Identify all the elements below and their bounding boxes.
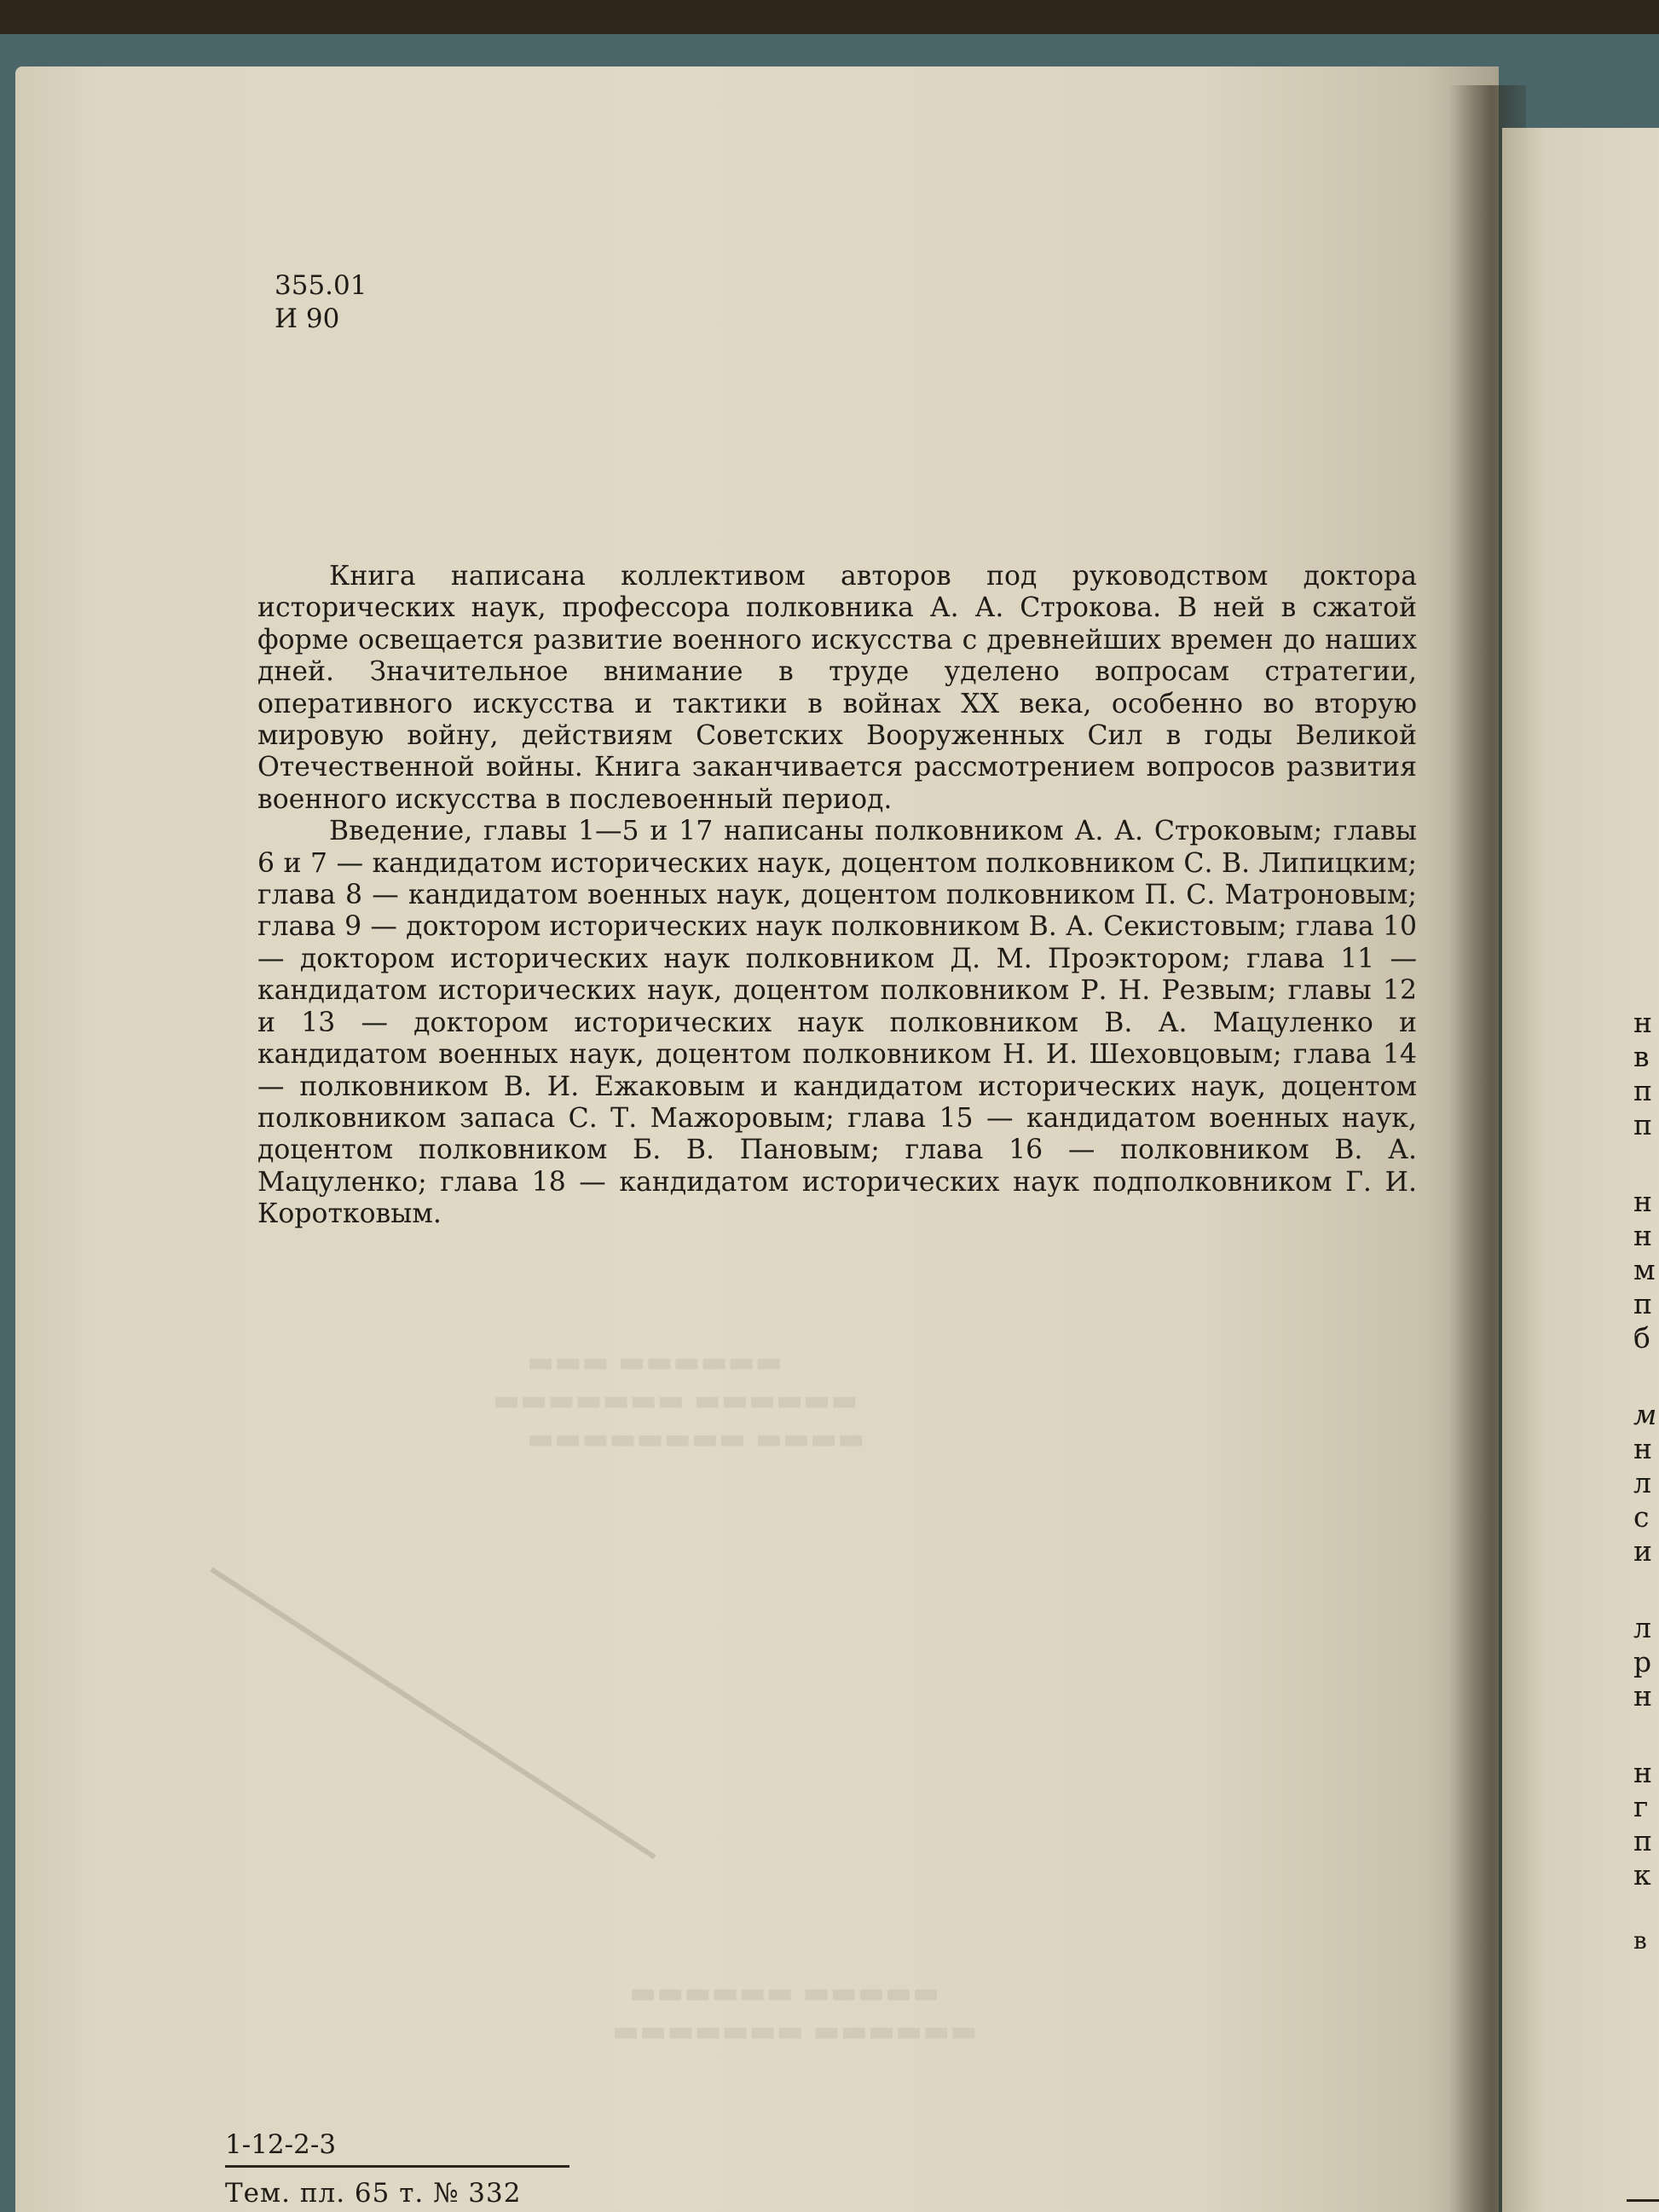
imprint-code: 1-12-2-3 <box>225 2129 337 2160</box>
right-page-text: п <box>1633 1287 1652 1320</box>
right-page-text: н <box>1633 1219 1652 1252</box>
show-through-text: ▬▬▬▬▬▬▬ ▬▬▬▬▬▬ <box>612 2014 978 2048</box>
annotation-paragraph-summary: Книга написана коллективом авторов под руководством доктора исторических наук, профессора полковника А. А. Строкова. В ней в сжатой форме освещается развитие военного искусства с древнейших времен до наших дней. Значительное внимание в труде уделено вопросам стратегии, оперативного искусства и тактики в войнах XX века, особенно во вторую мировую войну, действиям Советских Вооруженных Сил в годы Великой Отечественной войны. Книга заканчивается рассмотрением вопросов развития военного искусства в послевоенный период. <box>257 561 1417 815</box>
udc-code: 355.01 <box>275 270 367 301</box>
imprint <box>225 2128 569 2210</box>
right-page-text: н <box>1633 1679 1652 1712</box>
right-page-text: в <box>1633 1926 1647 1955</box>
annotation-paragraph-authors: Введение, главы 1—5 и 17 написаны полковником А. А. Строковым; главы 6 и 7 — кандидатом исторических наук, доцентом полковником С. В. Липицким; глава 8 — кандидатом военных наук, доцентом полковником П. С. Матроновым; глава 9 — доктором исторических наук полковником В. А. Секистовым; глава 10 — доктором исторических наук полковником Д. М. Проэктором; глава 11 — кандидатом исторических наук, доцентом полковником Р. Н. Резвым; главы 12 и 13 — доктором исторических наук полковником В. А. Мацуленко и кандидатом военных наук, доцентом полковником Н. И. Шеховцовым; глава 14 — полковником В. И. Ежаковым и кандидатом исторических наук, доцентом полковником запаса С. Т. Мажоровым; глава 15 — кандидатом военных наук, доцентом полковником Б. В. Пановым; глава 16 — полковником В. А. Мацуленко; глава 18 — кандидатом исторических наук подполковником Г. И. Коротковым. <box>257 816 1417 1230</box>
right-page-text: п <box>1633 1108 1652 1141</box>
right-page-text: с <box>1633 1500 1650 1533</box>
right-page-text: и <box>1633 1534 1652 1568</box>
right-page-text: п <box>1633 1824 1652 1857</box>
right-page-text: в <box>1633 1040 1650 1073</box>
show-through-text: ▬▬▬▬▬▬ ▬▬▬▬▬ <box>629 1976 940 2010</box>
annotation-text <box>257 561 1417 1231</box>
right-page-text: л <box>1633 1466 1651 1499</box>
show-through-text: ▬▬▬▬▬▬▬▬ ▬▬▬▬ <box>527 1422 865 1456</box>
right-page-text: б <box>1633 1321 1650 1354</box>
imprint-plan: Тем. пл. 65 т. № 332 <box>225 2178 522 2209</box>
right-page <box>1502 128 1659 2212</box>
page-crease <box>210 1567 656 1859</box>
right-page-text: м <box>1633 1253 1656 1286</box>
show-through-text: ▬▬▬▬▬▬▬ ▬▬▬▬▬▬ <box>493 1383 858 1418</box>
right-page-text: н <box>1633 1756 1652 1789</box>
right-page-text: л <box>1633 1611 1651 1644</box>
catalog-index <box>275 269 367 336</box>
right-page-text: к <box>1633 1858 1651 1891</box>
right-page-text: м <box>1633 1398 1657 1431</box>
right-page-rule <box>1627 2199 1659 2202</box>
show-through-text: ▬▬▬ ▬▬▬▬▬▬ <box>527 1345 783 1379</box>
right-page-text: г <box>1633 1790 1649 1823</box>
imprint-rule <box>225 2165 569 2168</box>
right-page-text: н <box>1633 1006 1652 1039</box>
right-page-text: р <box>1633 1645 1652 1678</box>
right-page-text: н <box>1633 1432 1652 1465</box>
left-page <box>15 66 1499 2212</box>
author-index: И 90 <box>275 303 340 334</box>
right-page-text: н <box>1633 1185 1652 1218</box>
right-page-text: п <box>1633 1074 1652 1107</box>
